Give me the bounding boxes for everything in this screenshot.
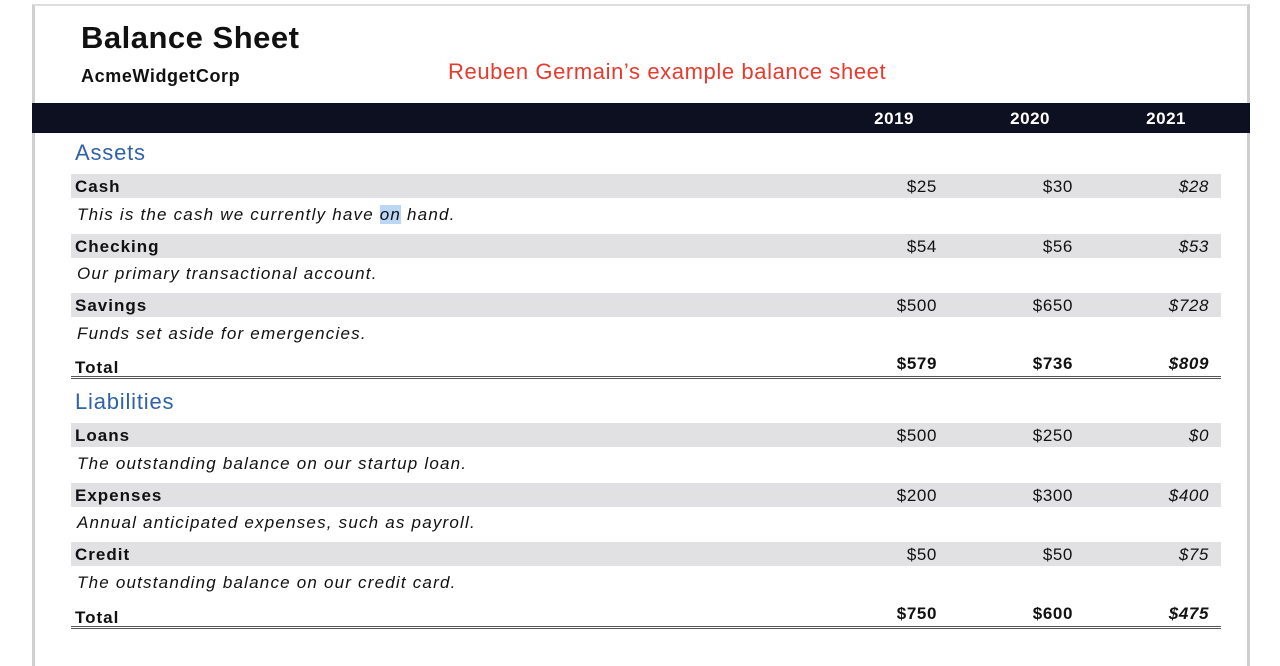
year-column-2020: 2020 bbox=[1010, 109, 1050, 128]
liability-description-loans[interactable]: The outstanding balance on our startup loan. bbox=[77, 454, 468, 473]
value-2021: $0 bbox=[1188, 426, 1209, 445]
value-2020: $650 bbox=[1032, 296, 1073, 315]
value-2020: $300 bbox=[1032, 486, 1073, 505]
row-label: Checking bbox=[75, 237, 160, 256]
value-2021: $728 bbox=[1168, 296, 1209, 315]
value-2020: $30 bbox=[1042, 177, 1073, 196]
liabilities-total-row bbox=[71, 602, 1221, 629]
year-column-2019: 2019 bbox=[874, 109, 914, 128]
asset-description-checking[interactable]: Our primary transactional account. bbox=[77, 264, 378, 283]
total-label: Total bbox=[75, 608, 120, 627]
row-label: Credit bbox=[75, 545, 131, 564]
balance-sheet-page bbox=[32, 4, 1250, 666]
value-2019: $25 bbox=[906, 177, 937, 196]
total-2020: $736 bbox=[1032, 354, 1073, 373]
total-2019: $750 bbox=[896, 604, 937, 623]
description-text: This is the cash we currently have bbox=[77, 205, 380, 224]
sheet-note: Reuben Germain’s example balance sheet bbox=[448, 59, 887, 84]
liability-description-credit[interactable]: The outstanding balance on our credit card. bbox=[77, 573, 457, 592]
page-title: Balance Sheet bbox=[81, 20, 300, 55]
total-2021: $475 bbox=[1168, 604, 1209, 623]
assets-total-row bbox=[71, 352, 1221, 379]
asset-row-cash bbox=[71, 174, 1221, 198]
asset-description-savings[interactable]: Funds set aside for emergencies. bbox=[77, 324, 367, 343]
value-2019: $50 bbox=[906, 545, 937, 564]
value-2020: $56 bbox=[1042, 237, 1073, 256]
total-2021: $809 bbox=[1168, 354, 1209, 373]
value-2019: $500 bbox=[896, 426, 937, 445]
year-header-bar bbox=[32, 103, 1250, 133]
liabilities-heading: Liabilities bbox=[75, 389, 175, 414]
row-label: Loans bbox=[75, 426, 131, 445]
value-2020: $250 bbox=[1032, 426, 1073, 445]
liability-row-loans bbox=[71, 423, 1221, 447]
value-2021: $400 bbox=[1168, 486, 1209, 505]
year-column-2021: 2021 bbox=[1146, 109, 1186, 128]
liability-row-credit bbox=[71, 542, 1221, 566]
text-selection-highlight[interactable]: on bbox=[379, 205, 402, 224]
asset-description-cash[interactable] bbox=[77, 205, 456, 225]
row-label: Expenses bbox=[75, 486, 163, 505]
company-name: AcmeWidgetCorp bbox=[81, 66, 241, 86]
value-2019: $54 bbox=[906, 237, 937, 256]
value-2021: $28 bbox=[1178, 177, 1209, 196]
liability-row-expenses bbox=[71, 483, 1221, 507]
asset-row-checking bbox=[71, 234, 1221, 258]
total-label: Total bbox=[75, 358, 120, 377]
value-2019: $200 bbox=[896, 486, 937, 505]
value-2021: $53 bbox=[1178, 237, 1209, 256]
assets-heading: Assets bbox=[75, 140, 146, 165]
total-2019: $579 bbox=[896, 354, 937, 373]
value-2020: $50 bbox=[1042, 545, 1073, 564]
value-2021: $75 bbox=[1178, 545, 1209, 564]
row-label: Cash bbox=[75, 177, 121, 196]
liability-description-expenses[interactable]: Annual anticipated expenses, such as payroll. bbox=[77, 513, 476, 532]
total-2020: $600 bbox=[1032, 604, 1073, 623]
row-label: Savings bbox=[75, 296, 148, 315]
description-text: hand. bbox=[401, 205, 456, 224]
value-2019: $500 bbox=[896, 296, 937, 315]
asset-row-savings bbox=[71, 293, 1221, 317]
